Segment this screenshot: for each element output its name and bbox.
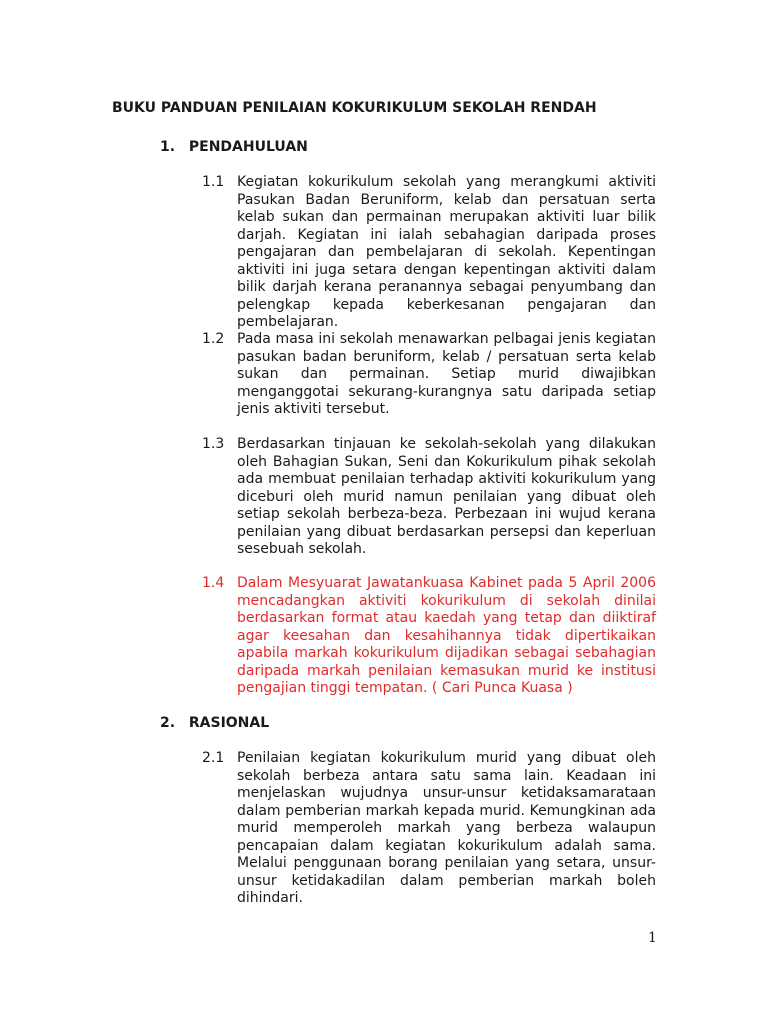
document-title: BUKU PANDUAN PENILAIAN KOKURIKULUM SEKOLAH RENDAH [112,100,597,116]
paragraph-number: 1.3 [202,436,225,452]
paragraph-text: Dalam Mesyuarat Jawatankuasa Kabinet pada 5 April 2006 mencadangkan aktiviti kokurikulum di sekolah dinilai berdasarkan format atau kaedah yang tetap dan diiktiraf agar keesahan dan kesahihannya tidak dipertikaikan apabila markah kokurikulum dijadikan sebagai sebahagian daripada markah penilaian kemasukan murid ke institusi pengajian tinggi tempatan. ( Cari Punca Kuasa ) [237,575,656,696]
section-number: 2. [160,715,176,731]
paragraph-2-1 [202,750,656,908]
paragraph-number: 1.2 [202,331,225,347]
section-title: PENDAHULUAN [188,139,308,155]
paragraph-number: 1.4 [202,575,225,591]
page-number: 1 [648,930,657,946]
paragraph-1-1 [202,174,656,332]
section-heading-rasional [160,715,269,731]
paragraph-text: Berdasarkan tinjauan ke sekolah-sekolah yang dilakukan oleh Bahagian Sukan, Seni dan Kokurikulum pihak sekolah ada membuat penilaian terhadap aktiviti kokurikulum yang diceburi oleh murid namun penilaian yang dibuat oleh setiap sekolah berbeza-beza. Perbezaan ini wujud kerana penilaian yang dibuat berdasarkan persepsi dan keperluan sesebuah sekolah. [237,436,656,557]
section-heading-pendahuluan [160,139,308,155]
paragraph-number: 1.1 [202,174,225,190]
section-title: RASIONAL [188,715,270,731]
paragraph-text: Pada masa ini sekolah menawarkan pelbagai jenis kegiatan pasukan badan beruniform, kelab / persatuan serta kelab sukan dan permainan. Setiap murid diwajibkan menganggotai sekurang-kurangnya satu daripada setiap jenis aktiviti tersebut. [237,331,656,417]
paragraph-1-4 [202,575,656,698]
paragraph-1-3 [202,436,656,559]
paragraph-number: 2.1 [202,750,225,766]
section-number: 1. [160,139,176,155]
paragraph-text: Kegiatan kokurikulum sekolah yang merangkumi aktiviti Pasukan Badan Beruniform, kelab dan persatuan serta kelab sukan dan permainan merupakan aktiviti luar bilik darjah. Kegiatan ini ialah sebahagian daripada proses pengajaran dan pembelajaran di sekolah. Kepentingan aktiviti ini juga setara dengan kepentingan aktiviti dalam bilik darjah kerana peranannya sebagai penyumbang dan pelengkap kepada keberkesanan pengajaran dan pembelajaran. [237,174,656,330]
paragraph-text: Penilaian kegiatan kokurikulum murid yang dibuat oleh sekolah berbeza antara satu sama lain. Keadaan ini menjelaskan wujudnya unsur-unsur ketidaksamarataan dalam pemberian markah kepada murid. Kemungkinan ada murid memperoleh markah yang berbeza walaupun pencapaian dalam kegiatan kokurikulum adalah sama. Melalui penggunaan borang penilaian yang setara, unsur-unsur ketidakadilan dalam pemberian markah boleh dihindari. [237,750,656,906]
paragraph-1-2 [202,331,656,419]
